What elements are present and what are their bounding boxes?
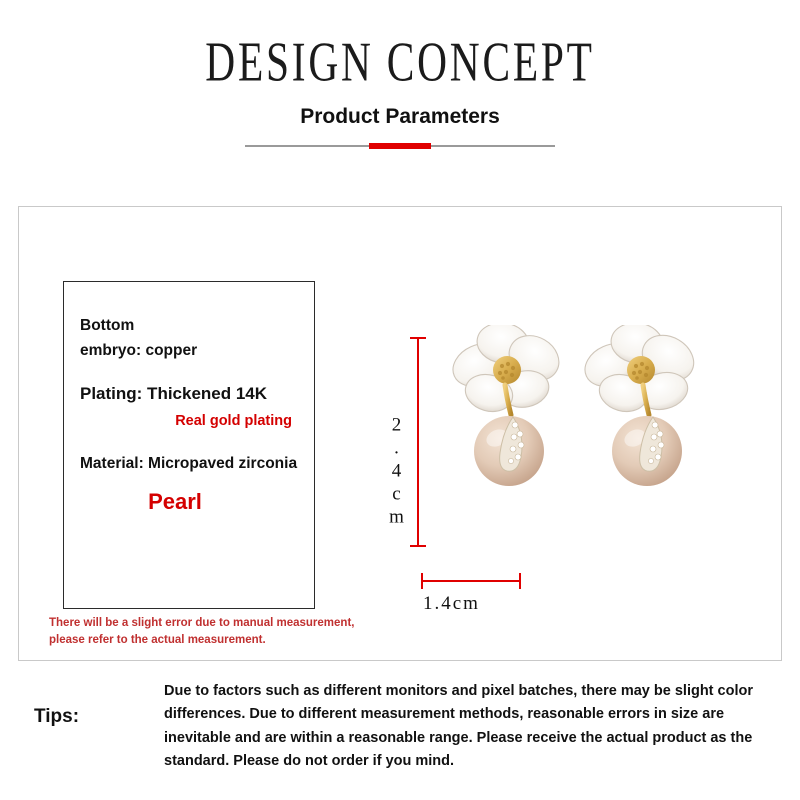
spec-material-value: Material: Micropaved zirconia (80, 455, 298, 473)
tips-text: Due to factors such as different monitors and pixel batches, there may be slight color differences. Due to different measurement methods, reasonable errors in size are inevitable and are within a reasonable range. Please receive the actual product as the standard. Please do not order if you mind. (164, 683, 753, 770)
width-dimension-label: 1.4cm (423, 593, 480, 614)
divider-accent (369, 143, 431, 149)
spec-box (63, 281, 315, 609)
tips-label: Tips: (34, 706, 80, 727)
height-dimension-label: 2.4cm (386, 414, 407, 530)
spec-bottom-label: Bottom (80, 317, 135, 334)
spec-embryo-value: embryo: copper (80, 342, 198, 360)
width-dimension-cap-left (421, 573, 423, 589)
width-dimension-bar (421, 580, 521, 582)
section-subtitle: Product Parameters (300, 105, 500, 128)
parameters-panel (18, 206, 782, 661)
spec-plating-value: Plating: Thickened 14K (80, 383, 268, 403)
height-dimension-cap-bottom (410, 545, 426, 547)
page-header (0, 0, 800, 149)
measurement-disclaimer: There will be a slight error due to manual measurement, please refer to the actual measurement. (49, 617, 355, 647)
height-dimension-cap-top (410, 337, 426, 339)
title-divider (245, 143, 555, 149)
width-dimension-cap-right (519, 573, 521, 589)
earrings-product-image (431, 325, 731, 565)
height-dimension-bar (417, 337, 419, 547)
spec-real-gold-plating: Real gold plating (175, 413, 292, 429)
tips-section (0, 680, 800, 774)
page-title: DESIGN CONCEPT (205, 30, 595, 93)
product-image-area (386, 317, 739, 627)
width-dimension-marker (421, 573, 521, 589)
spec-pearl-highlight: Pearl (148, 489, 202, 515)
